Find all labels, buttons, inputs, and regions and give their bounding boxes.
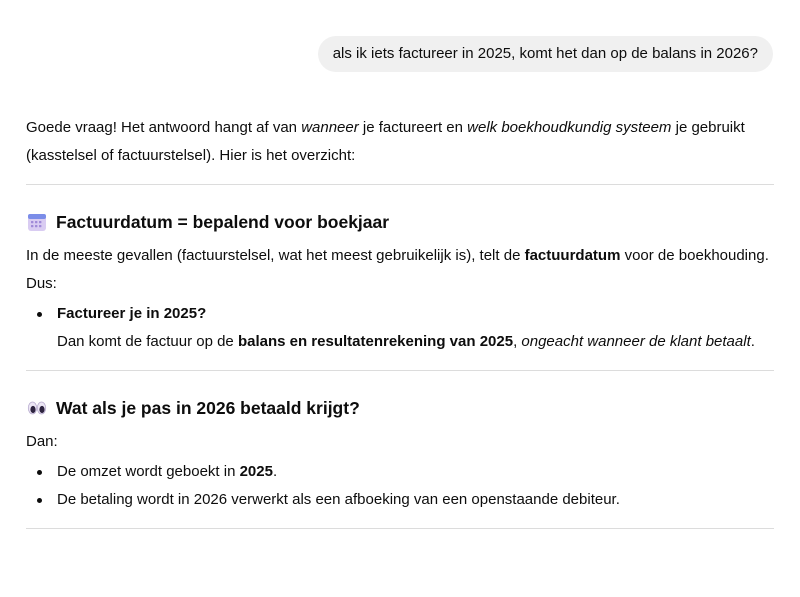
bullet-bold: 2025	[239, 463, 273, 480]
bullet-text: De betaling wordt in 2026 verwerkt als een afboeking van een openstaande debiteur.	[57, 491, 620, 508]
bullet-text: .	[272, 463, 278, 480]
list-item	[26, 486, 774, 514]
calendar-icon	[26, 211, 48, 233]
para-text: In de meeste gevallen (factuurstelsel, wat het meest gebruikelijk is), telt de	[26, 247, 525, 264]
list-item	[26, 300, 774, 356]
section2-bullet-list	[26, 458, 774, 514]
section-heading-factuurdatum	[26, 209, 774, 235]
intro-emphasis: wanneer	[301, 119, 359, 136]
bullet-text: Dan komt de factuur op de	[57, 333, 238, 350]
intro-emphasis: welk boekhoudkundig systeem	[467, 119, 672, 136]
section-divider	[26, 184, 774, 185]
bullet-text: De omzet wordt geboekt in	[57, 463, 240, 480]
section-divider	[26, 370, 774, 371]
assistant-message	[26, 114, 774, 553]
section-heading-text: Factuurdatum = bepalend voor boekjaar	[56, 212, 390, 232]
section1-bullet-list	[26, 300, 774, 356]
para-bold: factuurdatum	[524, 247, 621, 264]
intro-text: Goede vraag! Het antwoord hangt af van	[26, 119, 302, 136]
user-message-bubble: als ik iets factureer in 2025, komt het dan op de balans in 2026?	[318, 36, 773, 72]
para-text: voor de boekhouding. Dus:	[26, 247, 769, 292]
intro-paragraph	[26, 114, 774, 170]
bullet-title: Factureer je in 2025?	[57, 305, 207, 322]
list-item	[26, 458, 774, 486]
section-heading-betaling	[26, 395, 774, 421]
intro-text: je factureert en	[358, 119, 468, 136]
section-divider	[26, 528, 774, 529]
bullet-emphasis: ongeacht wanneer de klant betaalt	[521, 333, 751, 350]
bullet-text: ,	[513, 333, 522, 350]
section1-paragraph	[26, 242, 774, 298]
bullet-bold: balans en resultatenrekening van 2025	[237, 333, 514, 350]
eyes-icon	[26, 397, 48, 419]
section2-paragraph: Dan:	[26, 433, 58, 450]
section-heading-text: Wat als je pas in 2026 betaald krijgt?	[56, 398, 360, 418]
intro-text: je gebruikt (kasstelsel of factuurstelsel). Hier is het overzicht:	[26, 119, 745, 164]
bullet-text: .	[750, 333, 755, 350]
